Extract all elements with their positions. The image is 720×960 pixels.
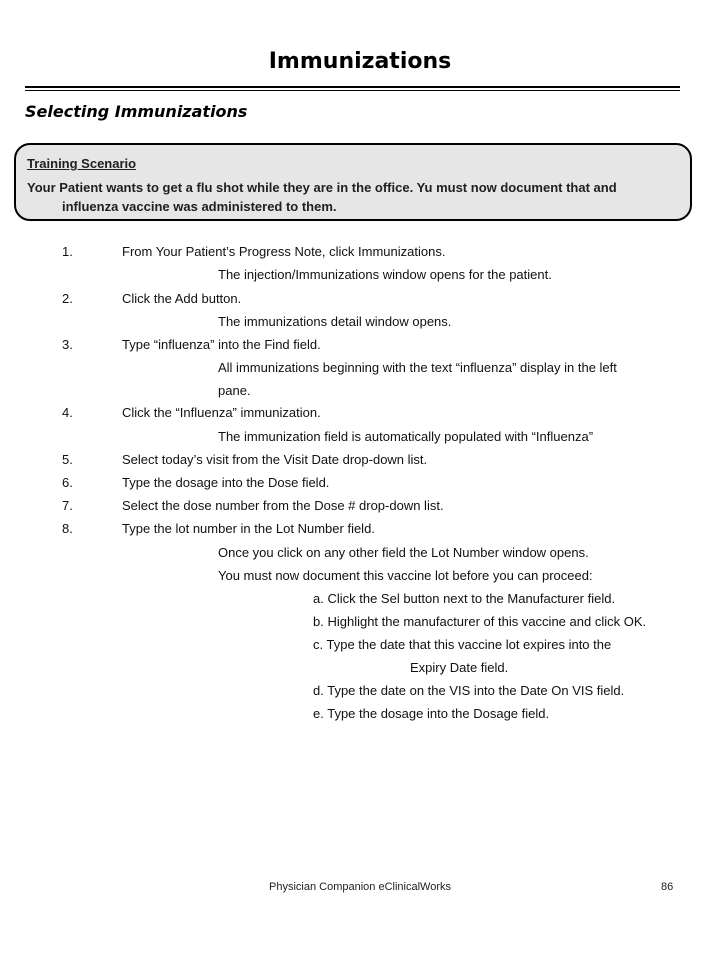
step-number: 7. — [62, 498, 73, 513]
footer-title: Physician Companion eClinicalWorks — [269, 881, 451, 893]
step-number: 3. — [62, 337, 73, 352]
page-title: Immunizations — [268, 49, 452, 74]
scenario-heading: Training Scenario — [27, 156, 137, 171]
step-result: The immunization field is automatically populated with “Influenza” — [218, 429, 594, 444]
title-rule-thick — [25, 86, 680, 88]
step-result: Once you click on any other field the Lot Number window opens. — [218, 545, 589, 560]
step-number: 1. — [62, 244, 73, 259]
substep-c-continued: Expiry Date field. — [410, 660, 509, 675]
step-number: 4. — [62, 405, 73, 420]
substep-d: d. Type the date on the VIS into the Date On VIS field. — [313, 683, 625, 698]
step-text: Select today’s visit from the Visit Date drop-down list. — [122, 452, 428, 467]
scenario-line-1: Your Patient wants to get a flu shot while they are in the office. Yu must now document that and — [27, 180, 617, 195]
scenario-body — [27, 178, 679, 216]
step-text: Select the dose number from the Dose # drop-down list. — [122, 498, 444, 513]
substep-b: b. Highlight the manufacturer of this vaccine and click OK. — [313, 614, 647, 629]
step-number: 8. — [62, 521, 73, 536]
step-number: 6. — [62, 475, 73, 490]
section-title: Selecting Immunizations — [25, 102, 248, 121]
step-text: Type the lot number in the Lot Number field. — [122, 521, 375, 536]
step-result: You must now document this vaccine lot before you can proceed: — [218, 568, 593, 583]
step-text: Type the dosage into the Dose field. — [122, 475, 330, 490]
page-number: 86 — [661, 881, 674, 893]
step-number: 2. — [62, 291, 73, 306]
substep-c: c. Type the date that this vaccine lot expires into the — [313, 637, 612, 652]
scenario-line-2: influenza vaccine was administered to them. — [62, 199, 337, 214]
title-rule-thin — [25, 90, 680, 91]
step-text: Click the Add button. — [122, 291, 242, 306]
step-result: The injection/Immunizations window opens for the patient. — [218, 267, 552, 282]
step-text: Click the “Influenza” immunization. — [122, 405, 321, 420]
step-result: The immunizations detail window opens. — [218, 314, 452, 329]
step-text: From Your Patient’s Progress Note, click Immunizations. — [122, 244, 446, 259]
step-result: All immunizations beginning with the text “influenza” display in the left — [218, 360, 617, 375]
step-result: pane. — [218, 383, 251, 398]
substep-e: e. Type the dosage into the Dosage field. — [313, 706, 550, 721]
substep-a: a. Click the Sel button next to the Manufacturer field. — [313, 591, 616, 606]
step-number: 5. — [62, 452, 73, 467]
step-text: Type “influenza” into the Find field. — [122, 337, 321, 352]
